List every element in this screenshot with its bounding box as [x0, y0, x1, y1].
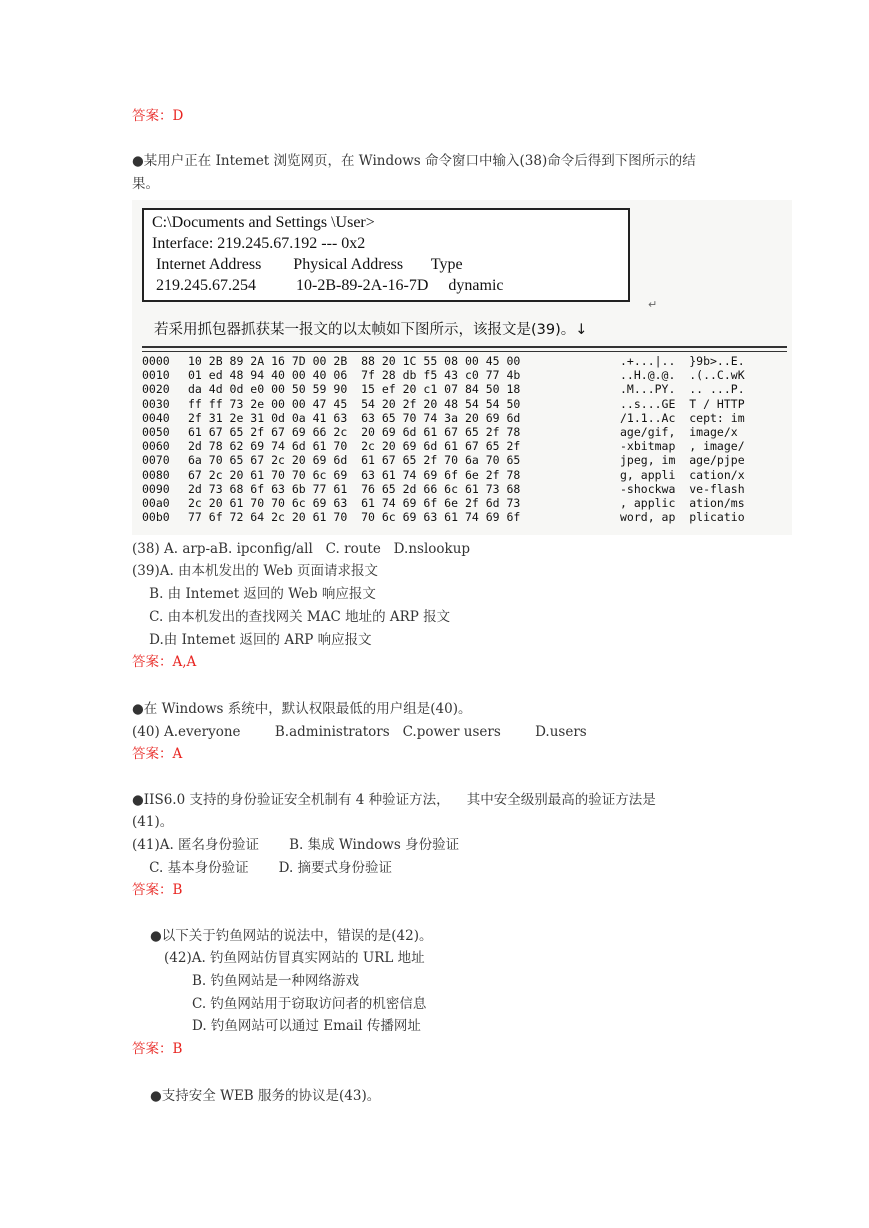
hex-bytes: 10 2B 89 2A 16 7D 00 2B 88 20 1C 55 08 00 45 00: [188, 354, 521, 368]
question-41-options-ab: (41)A. 匿名身份验证 B. 集成 Windows 身份验证: [132, 837, 460, 853]
answer-40: 答案：A: [132, 746, 183, 762]
hex-offset: 0060: [142, 439, 170, 454]
hex-bytes: da 4d 0d e0 00 50 59 90 15 ef 20 c1 07 84 50 18: [188, 382, 521, 397]
hex-offset: 00b0: [142, 510, 170, 525]
question-38-stem: ●某用户正在 Intemet 浏览网页，在 Windows 命令窗口中输入(38)命令后得到下图所示的结: [132, 153, 696, 169]
answer-38-39: 答案：A,A: [132, 654, 197, 670]
question-38-39-figure: [132, 200, 792, 535]
hex-dump-top-rule: [142, 346, 787, 348]
question-39-option-d: D.由 Intemet 返回的 ARP 响应报文: [132, 632, 372, 648]
hex-bytes: ff ff 73 2e 00 00 47 45 54 20 2f 20 48 54 54 50: [188, 396, 521, 411]
arp-command-output: [142, 208, 630, 302]
hex-bytes: 01 ed 48 94 40 00 40 06 7f 28 db f5 43 c0 77 4b: [188, 368, 521, 383]
hex-ascii: .M...PY. .. ...P.: [620, 382, 745, 397]
hex-dump: [142, 346, 787, 532]
hex-ascii: g, appli cation/x: [620, 467, 745, 482]
question-42-option-a: (42)A. 钓鱼网站仿冒真实网站的 URL 地址: [164, 950, 425, 966]
hex-bytes: 67 2c 20 61 70 70 6c 69 63 61 74 69 6f 6e 2f 78: [188, 467, 521, 482]
hex-bytes: 2f 31 2e 31 0d 0a 41 63 63 65 70 74 3a 20 69 6d: [188, 410, 521, 425]
return-mark: ↵: [648, 298, 658, 311]
hex-bytes: 77 6f 72 64 2c 20 61 70 70 6c 69 63 61 74 69 6f: [188, 510, 521, 525]
question-42-option-b: B. 钓鱼网站是一种网络游戏: [192, 973, 360, 989]
question-38-options: (38) A. arp-aB. ipconfig/all C. route D.nslookup: [132, 541, 471, 557]
hex-offset: 0030: [142, 396, 170, 411]
answer-41: 答案：B: [132, 882, 183, 898]
answer-37: 答案：D: [132, 108, 184, 124]
hex-offset: 0050: [142, 425, 170, 439]
hex-ascii: -xbitmap , image/: [620, 439, 745, 454]
question-40-options: (40) A.everyone B.administrators C.power users D.users: [132, 724, 587, 740]
cmd-entry-line: 219.245.67.254 10-2B-89-2A-16-7D dynamic: [152, 277, 504, 294]
hex-offset: 0080: [142, 467, 170, 482]
hex-ascii: /1.1..Ac cept: im: [620, 410, 745, 425]
question-39-option-b: B. 由 Intemet 返回的 Web 响应报文: [132, 586, 376, 602]
question-41-stem-cont: (41)。: [132, 814, 174, 830]
question-39-option-c: C. 由本机发出的查找网关 MAC 地址的 ARP 报文: [132, 609, 451, 625]
question-38-stem-cont: 果。: [132, 176, 159, 192]
cmd-interface-line: Interface: 219.245.67.192 --- 0x2: [152, 235, 366, 252]
question-41-options-cd: C. 基本身份验证 D. 摘要式身份验证: [132, 860, 393, 876]
hex-bytes: 6a 70 65 67 2c 20 69 6d 61 67 65 2f 70 6a 70 65: [188, 453, 521, 468]
packet-caption: 若采用抓包器抓获某一报文的以太帧如下图所示，该报文是(39)。↓: [154, 322, 588, 338]
hex-bytes: 2d 73 68 6f 63 6b 77 61 76 65 2d 66 6c 61 73 68: [188, 481, 521, 496]
hex-dump-top-rule-2: [142, 351, 787, 352]
hex-ascii: .+...|.. }9b>..E.: [620, 354, 745, 368]
hex-ascii: jpeg, im age/pjpe: [620, 453, 745, 468]
hex-bytes: 2c 20 61 70 70 6c 69 63 61 74 69 6f 6e 2f 6d 73: [188, 496, 521, 510]
answer-42: 答案：B: [132, 1041, 183, 1057]
cmd-prompt-line: C:\Documents and Settings \User>: [152, 214, 375, 231]
hex-ascii: ..H.@.@. .(..C.wK: [620, 368, 745, 383]
hex-offset: 0000: [142, 354, 170, 368]
question-42-option-d: D. 钓鱼网站可以通过 Email 传播网址: [192, 1018, 421, 1034]
hex-ascii: ..s...GE T / HTTP: [620, 396, 745, 411]
hex-ascii: , applic ation/ms: [620, 496, 745, 510]
hex-offset: 0040: [142, 410, 170, 425]
question-40-stem: ●在 Windows 系统中，默认权限最低的用户组是(40)。: [132, 701, 472, 717]
hex-bytes: 61 67 65 2f 67 69 66 2c 20 69 6d 61 67 65 2f 78: [188, 425, 521, 439]
question-39-option-a: (39)A. 由本机发出的 Web 页面请求报文: [132, 563, 379, 579]
hex-ascii: word, ap plicatio: [620, 510, 745, 525]
hex-offset: 0020: [142, 382, 170, 397]
hex-ascii: age/gif, image/x: [620, 425, 738, 439]
hex-offset: 0070: [142, 453, 170, 468]
question-42-option-c: C. 钓鱼网站用于窃取访问者的机密信息: [192, 996, 427, 1012]
hex-ascii: -shockwa ve-flash: [620, 481, 745, 496]
question-43-stem: ●支持安全 WEB 服务的协议是(43)。: [150, 1088, 381, 1104]
hex-offset: 00a0: [142, 496, 170, 510]
question-41-stem: ●IIS6.0 支持的身份验证安全机制有 4 种验证方法， 其中安全级别最高的验证方法是: [132, 792, 656, 808]
question-42-stem: ●以下关于钓鱼网站的说法中，错误的是(42)。: [150, 928, 433, 944]
hex-bytes: 2d 78 62 69 74 6d 61 70 2c 20 69 6d 61 67 65 2f: [188, 439, 521, 454]
hex-offset: 0010: [142, 368, 170, 383]
hex-offset: 0090: [142, 481, 170, 496]
cmd-header-line: Internet Address Physical Address Type: [152, 256, 463, 273]
